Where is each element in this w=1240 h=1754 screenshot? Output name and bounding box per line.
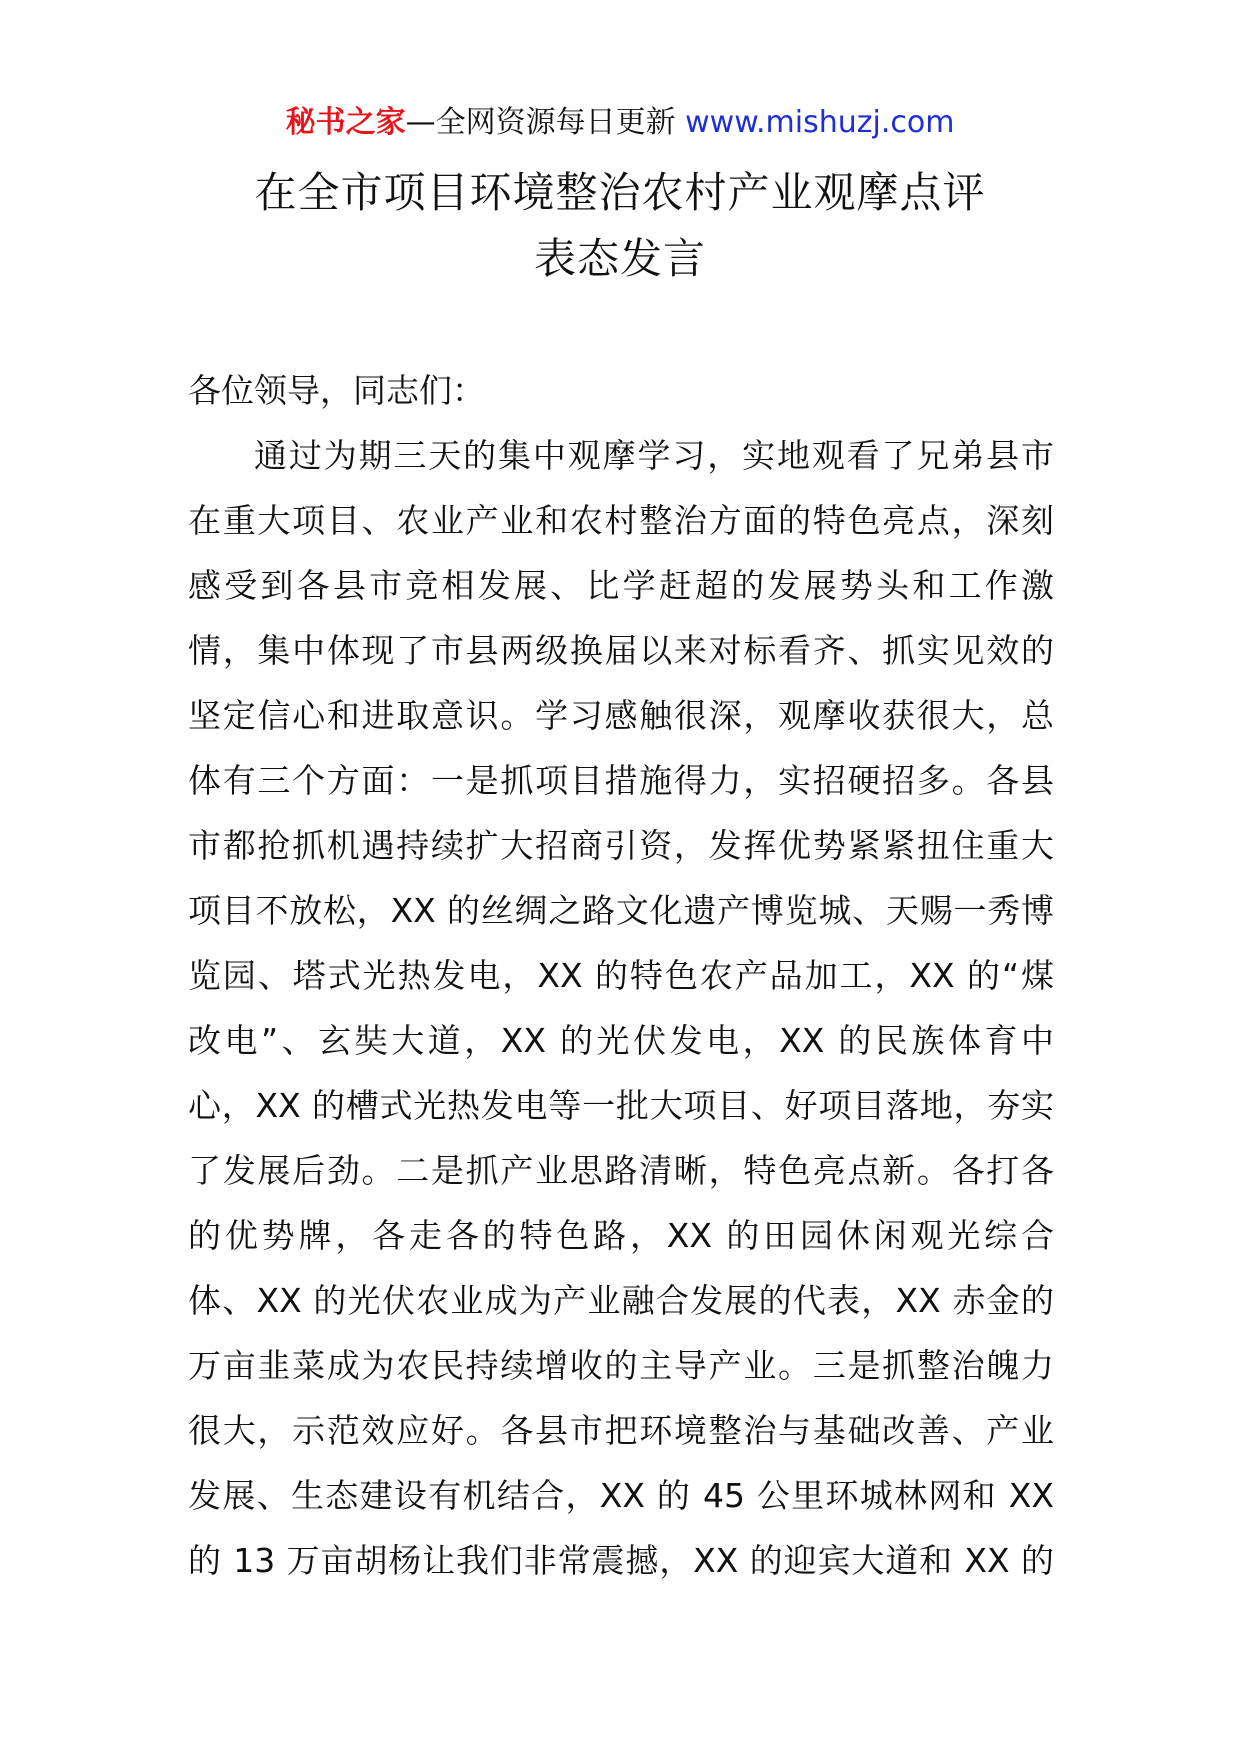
- paragraph-line: 的 13 万亩胡杨让我们非常震撼，XX 的迎宾大道和 XX 的: [188, 1541, 1054, 1580]
- document-body: [188, 358, 1054, 1593]
- paragraph-line: 感受到各县市竞相发展、比学赶超的发展势头和工作激: [188, 566, 1054, 605]
- paragraph-line: 心，XX 的槽式光热发电等一批大项目、好项目落地，夯实: [188, 1086, 1054, 1125]
- paragraph-line: 体有三个方面：一是抓项目措施得力，实招硬招多。各县: [188, 761, 1054, 800]
- paragraph-line: 的优势牌，各走各的特色路，XX 的田园休闲观光综合: [188, 1216, 1054, 1255]
- document-title: [0, 160, 1240, 292]
- paragraph-line: 通过为期三天的集中观摩学习，实地观看了兄弟县市: [254, 436, 1054, 475]
- paragraph-line: 体、XX 的光伏农业成为产业融合发展的代表，XX 赤金的: [188, 1281, 1054, 1320]
- title-line-1: 在全市项目环境整治农村产业观摩点评: [254, 168, 986, 217]
- paragraph-line: 万亩韭菜成为农民持续增收的主导产业。三是抓整治魄力: [188, 1346, 1054, 1385]
- paragraph-line: 情，集中体现了市县两级换届以来对标看齐、抓实见效的: [188, 631, 1054, 670]
- paragraph-line: 坚定信心和进取意识。学习感触很深，观摩收获很大，总: [188, 696, 1054, 735]
- salutation: 各位领导，同志们：: [188, 371, 485, 410]
- site-tagline: —全网资源每日更新: [405, 105, 686, 140]
- paragraph-line: 在重大项目、农业产业和农村整治方面的特色亮点，深刻: [188, 501, 1054, 540]
- paragraph-line: 了发展后劲。二是抓产业思路清晰，特色亮点新。各打各: [188, 1151, 1054, 1190]
- body-paragraph: [188, 423, 1054, 1593]
- paragraph-line: 项目不放松，XX 的丝绸之路文化遗产博览城、天赐一秀博: [188, 891, 1054, 930]
- paragraph-line: 市都抢抓机遇持续扩大招商引资，发挥优势紧紧扭住重大: [188, 826, 1054, 865]
- site-brand: 秘书之家: [285, 105, 406, 140]
- paragraph-line: 览园、塔式光热发电，XX 的特色农产品加工，XX 的“煤: [188, 956, 1054, 995]
- title-line-2: 表态发言: [533, 234, 706, 283]
- site-url[interactable]: www.mishuzj.com: [685, 105, 955, 140]
- site-header: [0, 100, 1240, 146]
- paragraph-line: 改电”、玄奘大道，XX 的光伏发电，XX 的民族体育中: [188, 1021, 1054, 1060]
- paragraph-line: 很大，示范效应好。各县市把环境整治与基础改善、产业: [188, 1411, 1054, 1450]
- paragraph-line: 发展、生态建设有机结合，XX 的 45 公里环城林网和 XX: [188, 1476, 1054, 1515]
